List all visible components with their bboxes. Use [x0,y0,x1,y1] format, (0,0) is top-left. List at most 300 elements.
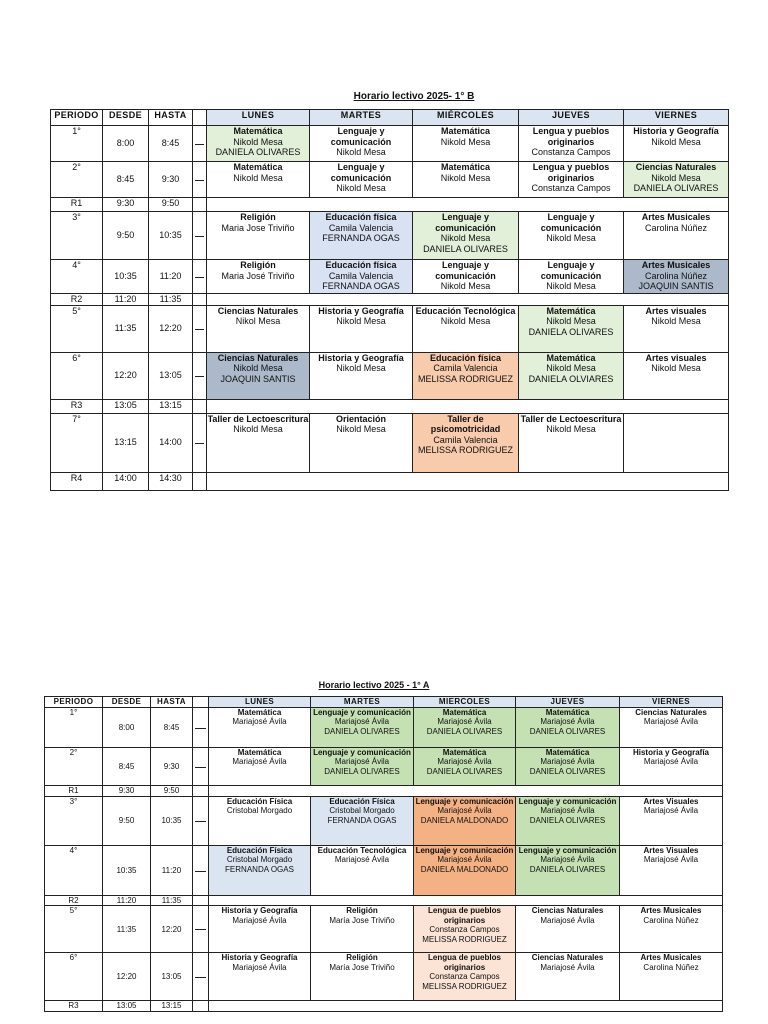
subject-name: Ciencias Naturales [217,305,299,316]
class-cell-miercoles [413,352,519,399]
end-time-cell: 12:20 [151,906,193,953]
teacher-name: Mariajosé Ávila [232,915,287,925]
period-row [45,708,723,748]
class-cell-martes [310,162,413,198]
period-cell: R2 [45,896,103,906]
period-cell: 6° [51,352,103,399]
class-cell-martes [310,305,413,352]
start-time-cell: 13:05 [103,399,149,413]
subject-name: Ciencias Naturales [217,352,299,363]
teacher-name: Constanza Campos [531,147,611,157]
period-cell: 3° [51,212,103,260]
end-time-cell: 12:20 [149,305,193,352]
period-cell: 1° [51,126,103,162]
teacher-name: Carolina Núñez [643,962,699,972]
teacher-name: DANIELA OLIVARES [426,766,503,776]
recess-cell [209,896,723,906]
period-row [51,413,729,472]
subject-name: Educación Física [329,797,395,806]
period-row [45,906,723,953]
spacer-cell [193,953,209,1001]
class-cell-jueves [516,906,620,953]
spacer-cell [193,906,209,953]
teacher-name: Nikold Mesa [546,316,596,326]
end-time-cell: 13:15 [149,399,193,413]
teacher-name: Nikold Mesa [546,424,596,434]
header-miercoles: MIÉRCOLES [413,110,519,126]
teacher-name: Camila Valencia [328,270,394,281]
header-hasta: HASTA [151,697,193,708]
class-cell-martes [310,126,413,162]
start-time-cell: 9:30 [103,198,149,212]
teacher-name: DANIELA OLIVARES [529,864,606,874]
start-time-cell: 10:35 [103,846,151,896]
subject-name: Lenguaje y comunicación [313,708,411,717]
teacher-name: Constanza Campos [429,925,500,935]
class-cell-miercoles [413,162,519,198]
spacer-cell [193,352,207,399]
class-cell-miercoles [414,846,516,896]
teacher-name: Nikold Mesa [233,424,283,434]
subject-name: Matemática [233,162,283,172]
class-cell-viernes [624,260,729,294]
class-cell-jueves [519,212,624,260]
subject-name: Matemática [440,162,491,172]
subject-name: Taller de Lectoescritura [520,413,622,424]
teacher-name: DANIELA OLIVARES [529,726,606,736]
teacher-name: Nikold Mesa [651,363,701,373]
class-cell-lunes [207,212,310,260]
subject-name: Historia y Geografía [318,352,404,363]
period-cell: 6° [45,953,103,1001]
subject-name: Artes visuales [645,305,707,316]
period-row [45,846,723,896]
end-time-cell: 11:35 [151,896,193,906]
end-time-cell: 9:30 [149,162,193,198]
schedule-title-1a: Horario lectivo 2025 - 1° A [318,680,430,690]
class-cell-miercoles [413,126,519,162]
class-cell-jueves [519,305,624,352]
class-cell-viernes [620,708,723,748]
teacher-name: Cristobal Morgado [329,806,395,816]
class-cell-miercoles [414,708,516,748]
teacher-name: Mariajosé Ávila [540,757,595,767]
recess-row [45,896,723,906]
start-time-cell: 10:35 [103,260,149,294]
spacer-cell [193,472,207,490]
teacher-name: Mariajosé Ávila [437,806,492,816]
period-row [51,352,729,399]
class-cell-viernes [620,906,723,953]
teacher-name: Mariajosé Ávila [232,962,287,972]
period-cell: R1 [51,198,103,212]
teacher-name: Mariajosé Ávila [437,855,492,865]
subject-name: Artes visuales [645,352,707,363]
period-cell: R2 [51,294,103,306]
teacher-name: Nikold Mesa [336,424,386,434]
class-cell-viernes [624,126,729,162]
teacher-name: DANIELA OLIVARES [215,147,301,157]
start-time-cell: 9:50 [103,797,151,846]
end-time-cell: 9:30 [151,748,193,786]
period-row [51,162,729,198]
spacer-cell [193,846,209,896]
class-cell-martes [311,906,414,953]
class-cell-jueves [516,708,620,748]
teacher-name: Mariajosé Ávila [334,855,390,865]
class-cell-lunes [209,846,311,896]
subject-name: Lengua de pueblos originarios [428,953,501,972]
schedule-title-1b: Horario lectivo 2025- 1° B [353,91,475,102]
teacher-name: Mariajosé Ávila [540,915,595,925]
teacher-name: MELISSA RODRIGUEZ [422,981,507,991]
subject-name: Artes Musicales [641,260,711,270]
class-cell-martes [311,797,414,846]
teacher-name: Nikold Mesa [233,363,283,373]
start-time-cell: 14:00 [103,472,149,490]
class-cell-lunes [209,953,311,1001]
subject-name: Matemática [440,126,491,136]
class-cell-lunes [209,748,311,786]
class-cell-miercoles [414,953,516,1001]
teacher-name: Nikol Mesa [235,316,281,326]
end-time-cell: 9:50 [149,198,193,212]
teacher-name: Nikold Mesa [440,316,491,326]
subject-name: Matemática [442,708,487,717]
teacher-name: Nikold Mesa [440,281,491,291]
spacer-cell [193,708,209,748]
class-cell-jueves [516,797,620,846]
teacher-name: JOAQUIN SANTIS [638,281,714,291]
teacher-name: Nikold Mesa [546,281,596,291]
subject-name: Historia y Geografía [633,126,719,136]
end-time-cell: 13:05 [151,953,193,1001]
end-time-cell: 11:35 [149,294,193,306]
teacher-name: Nikold Mesa [440,136,491,147]
start-time-cell: 9:50 [103,212,149,260]
header-martes: MARTES [311,697,414,708]
header-jueves: JUEVES [516,697,620,708]
spacer-cell [193,260,207,294]
end-time-cell: 8:45 [149,126,193,162]
period-row [45,748,723,786]
teacher-name: Mariajosé Ávila [643,757,699,767]
subject-name: Ciencias Naturales [531,953,604,963]
class-cell-jueves [519,126,624,162]
start-time-cell: 8:45 [103,748,151,786]
teacher-name: Nikold Mesa [651,316,701,326]
header-miercoles: MIERCOLES [414,697,516,708]
teacher-name: Nikold Mesa [336,363,386,373]
class-cell-jueves [516,953,620,1001]
spacer-cell [193,786,209,797]
header-desde: DESDE [103,110,149,126]
spacer-cell [193,399,207,413]
subject-name: Lenguaje y comunicación [518,846,617,855]
teacher-name: DANIELA OLIVARES [324,766,400,776]
class-cell-lunes [207,352,310,399]
subject-name: Religión [346,953,378,963]
class-cell-jueves [519,352,624,399]
class-cell-viernes [624,352,729,399]
teacher-name: DANIELA MALDONADO [420,864,509,874]
end-time-cell: 9:50 [151,786,193,797]
end-time-cell: 11:20 [149,260,193,294]
end-time-cell: 10:35 [151,797,193,846]
class-cell-lunes [207,260,310,294]
subject-name: Lengua y pueblos originarios [532,126,610,147]
class-cell-jueves [519,162,624,198]
class-cell-viernes [620,797,723,846]
teacher-name: MELISSA RODRIGUEZ [417,445,514,455]
class-cell-miercoles [413,212,519,260]
teacher-name: Nikold Mesa [651,172,701,183]
subject-name: Lenguaje y comunicación [415,797,514,806]
start-time-cell: 13:05 [103,1001,151,1011]
subject-name: Historia y Geografía [221,906,298,916]
period-cell: R3 [51,399,103,413]
teacher-name: Carolina Núñez [644,222,708,233]
subject-name: Matemática [237,748,282,757]
class-cell-viernes [624,305,729,352]
subject-name: Taller de psicomotricidad [430,413,501,434]
spacer-cell [193,126,207,162]
subject-name: Lenguaje y comunicación [330,162,392,183]
subject-name: Educación Tecnológica [317,846,407,855]
start-time-cell: 8:00 [103,126,149,162]
schedule-table-1b [50,109,729,491]
subject-name: Matemática [237,708,282,717]
recess-cell [209,1001,723,1011]
period-cell: R1 [45,786,103,797]
class-cell-viernes [620,953,723,1001]
subject-name: Educación física [325,212,397,222]
subject-name: Historia y Geografía [221,953,298,963]
spacer-cell [193,1001,209,1011]
teacher-name: Nikold Mesa [651,136,701,147]
period-cell: 5° [51,305,103,352]
teacher-name: DANIELA OLIVARES [324,726,400,736]
recess-row [51,472,729,490]
recess-cell [207,472,729,490]
subject-name: Lenguaje y comunicación [518,797,617,806]
class-cell-martes [310,212,413,260]
class-cell-martes [311,748,414,786]
period-row [51,212,729,260]
teacher-name: DANIELA OLIVARES [426,726,503,736]
period-cell: 3° [45,797,103,846]
subject-name: Historia y Geografía [318,305,404,316]
period-row [51,305,729,352]
subject-name: Religión [346,906,378,916]
teacher-name: Mariajosé Ávila [540,717,595,727]
teacher-name: Mariajosé Ávila [437,717,492,727]
class-cell-lunes [207,126,310,162]
teacher-name: Mariajosé Ávila [437,757,492,767]
period-cell: R3 [45,1001,103,1011]
subject-name: Religión [240,212,276,222]
subject-name: Ciencias Naturales [635,162,717,172]
end-time-cell: 11:20 [151,846,193,896]
subject-name: Artes Musicales [640,953,702,963]
class-cell-lunes [207,413,310,472]
end-time-cell: 13:15 [151,1001,193,1011]
subject-name: Orientación [335,413,386,424]
class-cell-martes [311,708,414,748]
subject-name: Matemática [545,748,590,757]
period-cell: R4 [51,472,103,490]
teacher-name: Constanza Campos [531,183,611,193]
teacher-name: DANIELA OLIVARES [633,183,719,193]
teacher-name: FERNANDA OGAS [327,815,397,825]
teacher-name: Maria Jose Triviño [221,222,295,233]
class-cell-miercoles [413,413,519,472]
teacher-name: Mariajosé Ávila [232,757,287,767]
subject-name: Lenguaje y comunicación [415,846,514,855]
teacher-name: FERNANDA OGAS [322,281,400,291]
teacher-name: Cristobal Morgado [226,806,293,816]
teacher-name: Nikold Mesa [336,183,386,193]
teacher-name: Carolina Núñez [644,270,708,281]
subject-name: Lenguaje y comunicación [435,212,496,233]
class-cell-lunes [207,162,310,198]
subject-name: Artes Visuales [643,797,699,806]
period-row [51,260,729,294]
subject-name: Lenguaje y comunicación [540,260,602,281]
class-cell-lunes [209,906,311,953]
end-time-cell: 10:35 [149,212,193,260]
teacher-name: María Jose Triviño [329,915,395,925]
header-lunes: LUNES [209,697,311,708]
header-viernes: VIERNES [624,110,729,126]
spacer-cell [193,797,209,846]
teacher-name: Maria José Triviño [221,270,295,281]
class-cell-viernes [624,212,729,260]
teacher-name: DANIELA OLIVARES [529,815,606,825]
teacher-name: Mariajosé Ávila [334,757,390,767]
start-time-cell: 12:20 [103,953,151,1001]
period-row [45,953,723,1001]
period-cell: 1° [45,708,103,748]
recess-row [51,294,729,306]
start-time-cell: 11:35 [103,906,151,953]
teacher-name: Nikold Mesa [440,233,491,243]
teacher-name: Camila Valencia [433,363,498,373]
teacher-name: Mariajosé Ávila [232,717,287,727]
subject-name: Ciencias Naturales [531,906,604,916]
class-cell-martes [310,413,413,472]
schedule-table-1a [44,696,723,1012]
teacher-name: Mariajosé Ávila [334,717,390,727]
subject-name: Matemática [233,126,283,136]
subject-name: Matemática [546,305,596,316]
subject-name: Artes Visuales [643,846,699,855]
subject-name: Lengua y pueblos originarios [532,162,610,183]
class-cell-jueves [516,748,620,786]
teacher-name: Nikold Mesa [233,172,283,183]
spacer-cell [193,212,207,260]
class-cell-miercoles [414,797,516,846]
teacher-name: DANIELA MALDONADO [420,815,509,825]
start-time-cell: 12:20 [103,352,149,399]
start-time-cell: 11:35 [103,305,149,352]
subject-name: Lenguaje y comunicación [313,748,411,757]
class-cell-martes [310,352,413,399]
subject-name: Lenguaje y comunicación [435,260,496,281]
teacher-name: Cristobal Morgado [226,855,293,865]
recess-cell [209,786,723,797]
end-time-cell: 14:30 [149,472,193,490]
class-cell-jueves [516,846,620,896]
subject-name: Educación Física [226,846,293,855]
subject-name: Educación Física [226,797,293,806]
class-cell-martes [310,260,413,294]
spacer-cell [193,198,207,212]
period-cell: 2° [45,748,103,786]
subject-name: Matemática [545,708,590,717]
class-cell-miercoles [414,906,516,953]
subject-name: Taller de Lectoescritura [207,413,309,424]
teacher-name: Constanza Campos [429,972,500,982]
header-blank [193,110,207,126]
start-time-cell: 13:15 [103,413,149,472]
header-viernes: VIERNES [620,697,723,708]
period-cell: 4° [51,260,103,294]
class-cell-miercoles [414,748,516,786]
class-cell-viernes [620,846,723,896]
recess-row [51,399,729,413]
period-cell: 5° [45,906,103,953]
subject-name: Educación Tecnológica [415,305,516,316]
teacher-name: Nikold Mesa [336,316,386,326]
header-periodo: PERIODO [51,110,103,126]
spacer-cell [193,896,209,906]
subject-name: Lenguaje y comunicación [540,212,602,233]
end-time-cell: 14:00 [149,413,193,472]
start-time-cell: 8:00 [103,708,151,748]
class-cell-lunes [207,305,310,352]
header-desde: DESDE [103,697,151,708]
subject-name: Artes Musicales [641,212,711,222]
recess-row [51,198,729,212]
class-cell-miercoles [413,305,519,352]
class-cell-viernes [620,748,723,786]
subject-name: Matemática [442,748,487,757]
start-time-cell: 9:30 [103,786,151,797]
start-time-cell: 11:20 [103,896,151,906]
subject-name: Educación física [429,352,502,363]
recess-cell [207,198,729,212]
teacher-name: DANIELA OLIVARES [528,326,614,337]
start-time-cell: 11:20 [103,294,149,306]
teacher-name: Nikold Mesa [546,233,596,243]
spacer-cell [193,748,209,786]
end-time-cell: 13:05 [149,352,193,399]
period-cell: 7° [51,413,103,472]
class-cell-lunes [209,708,311,748]
spacer-cell [193,294,207,306]
subject-name: Historia y Geografía [632,748,710,757]
teacher-name: JOAQUIN SANTIS [220,373,296,384]
teacher-name: Mariajosé Ávila [540,962,595,972]
teacher-name: DANIELA OLIVARES [423,243,508,254]
header-martes: MARTES [310,110,413,126]
teacher-name: Mariajosé Ávila [643,717,699,727]
subject-name: Educación física [325,260,397,270]
teacher-name: FERNANDA OGAS [322,233,400,243]
class-cell-lunes [209,797,311,846]
teacher-name: MELISSA RODRIGUEZ [417,373,514,384]
